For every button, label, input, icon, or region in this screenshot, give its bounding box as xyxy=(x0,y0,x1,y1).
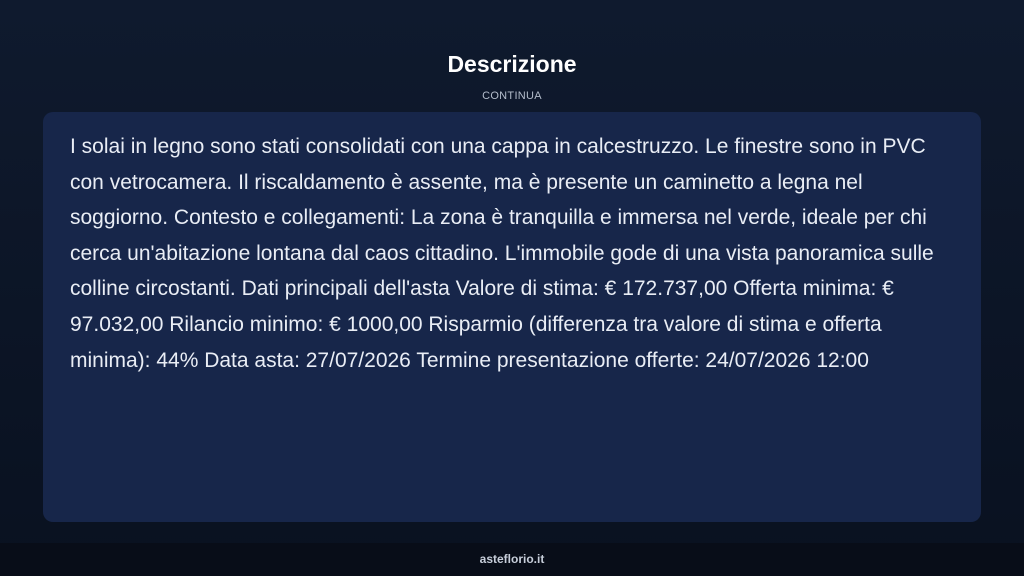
continua-label: CONTINUA xyxy=(482,90,542,102)
description-text: I solai in legno sono stati consolidati con una cappa in calcestruzzo. Le finestre sono in PVC con vetrocamera. Il riscaldamento è assente, ma è presente un caminetto a legna nel soggiorno. Contesto e collegamenti: La zona è tranquilla e immersa nel verde, ideale per chi cerca un'abitazione lontana dal caos cittadino. L'immobile gode di una vista panoramica sulle colline circostanti. Dati principali dell'asta Valore di stima: € 172.737,00 Offerta minima: € 97.032,00 Rilancio minimo: € 1000,00 Risparmio (differenza tra valore di stima e offerta minima): 44% Data asta: 27/07/2026 Termine presentazione offerte: 24/07/2026 12:00 xyxy=(70,135,934,372)
page-title: Descrizione xyxy=(447,51,577,77)
description-card xyxy=(43,112,981,522)
footer-site-name: asteflorio.it xyxy=(479,552,545,566)
footer-bar xyxy=(0,543,1024,576)
